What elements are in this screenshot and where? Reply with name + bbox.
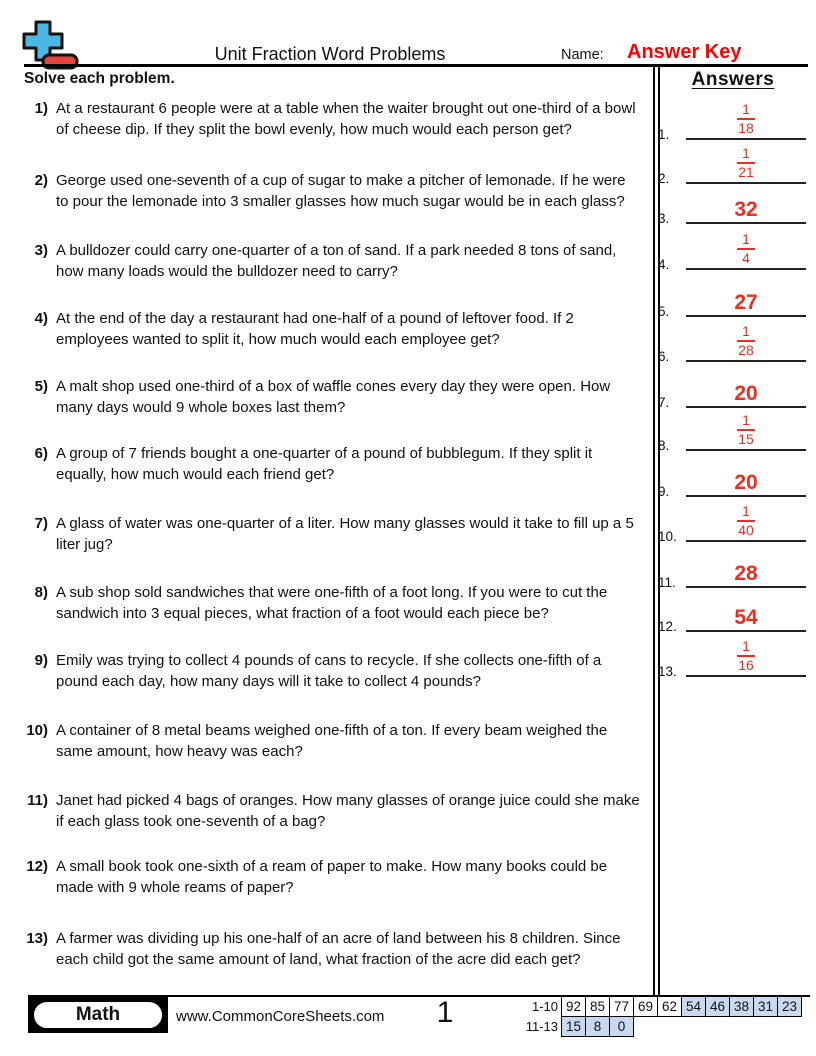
fraction-numerator: 1 — [737, 323, 755, 342]
instructions: Solve each problem. — [24, 70, 175, 87]
problem-number: 6) — [34, 445, 48, 462]
score-cell: 38 — [729, 996, 754, 1017]
fraction-denominator: 16 — [738, 657, 754, 673]
answer-number: 8. — [658, 438, 670, 453]
score-cell: 23 — [777, 996, 802, 1017]
name-label: Name: — [561, 47, 604, 63]
problem-number: 3) — [34, 242, 48, 259]
answer-key-text: Answer Key — [627, 41, 742, 63]
answer-value: 27 — [734, 291, 758, 314]
score-cell: 0 — [609, 1016, 634, 1037]
problem-text: A glass of water was one-quarter of a liter. How many glasses would it take to fill up a 5 liter jug? — [56, 515, 634, 553]
problem-item — [0, 513, 648, 555]
problem-text: At a restaurant 6 people were at a table when the waiter brought out one-third of a bowl of cheese dip. If they split the bowl evenly, how much would each person get? — [56, 100, 636, 138]
problem-number: 13) — [26, 930, 48, 947]
answer-number: 10. — [658, 529, 677, 544]
answer-number: 4. — [658, 257, 670, 272]
page-number: 1 — [436, 996, 454, 1029]
score-cell: 46 — [705, 996, 730, 1017]
problem-text: At the end of the day a restaurant had one-half of a pound of leftover food. If 2 employees wanted to split it, how much would each employee get? — [56, 310, 574, 348]
fraction-denominator: 15 — [738, 431, 754, 447]
problem-text: A bulldozer could carry one-quarter of a ton of sand. If a park needed 8 tons of sand, how many loads would the bulldozer need to carry? — [56, 242, 617, 280]
problem-number: 12) — [26, 858, 48, 875]
answer-number: 2. — [658, 171, 670, 186]
fraction-denominator: 28 — [738, 342, 754, 358]
score-cell: 31 — [753, 996, 778, 1017]
answer-number: 13. — [658, 664, 677, 679]
problem-item — [0, 240, 648, 282]
answer-number: 12. — [658, 619, 677, 634]
fraction-numerator: 1 — [737, 412, 755, 431]
answer-value: 28 — [734, 562, 758, 585]
problem-item — [0, 650, 648, 692]
score-row — [512, 1016, 634, 1037]
problem-item — [0, 790, 648, 832]
answer-number: 1. — [658, 127, 670, 142]
problem-number: 1) — [34, 100, 48, 117]
fraction-denominator: 18 — [738, 120, 754, 136]
problem-text: A sub shop sold sandwiches that were one-fifth of a foot long. If you were to cut the sandwich into 3 equal pieces, what fraction of a foot would each piece be? — [56, 584, 608, 622]
problem-text: A farmer was dividing up his one-half of an acre of land between his 8 children. Since each child got the same amount of land, what fraction of the acre did each get? — [56, 930, 621, 968]
score-row — [512, 996, 802, 1017]
problem-text: A malt shop used one-third of a box of waffle cones every day they were open. How many days would 9 whole boxes last them? — [56, 378, 611, 416]
problem-item — [0, 443, 648, 485]
fraction-numerator: 1 — [737, 638, 755, 657]
problem-number: 10) — [26, 722, 48, 739]
answers-header: Answers — [691, 69, 775, 90]
answer-number: 3. — [658, 211, 670, 226]
answer-number: 11. — [658, 575, 676, 590]
problem-item — [0, 720, 648, 762]
problem-text: Janet had picked 4 bags of oranges. How many glasses of orange juice could she make if each glass took one-seventh of a bag? — [56, 792, 640, 830]
answer-value: 20 — [734, 382, 758, 405]
problem-number: 5) — [34, 378, 48, 395]
problem-item — [0, 170, 648, 212]
fraction-denominator: 21 — [738, 164, 754, 180]
problem-text: A small book took one-sixth of a ream of paper to make. How many books could be made with 9 whole reams of paper? — [56, 858, 608, 896]
answer-number: 7. — [658, 395, 670, 410]
problem-item — [0, 376, 648, 418]
score-cell: 92 — [561, 996, 586, 1017]
score-cell: 69 — [633, 996, 658, 1017]
problem-number: 4) — [34, 310, 48, 327]
subject-badge — [28, 997, 168, 1033]
problem-text: George used one-seventh of a cup of sugar to make a pitcher of lemonade. If he were to pour the lemonade into 3 smaller glasses how much sugar would be in each glass? — [56, 172, 626, 210]
fraction-numerator: 1 — [737, 145, 755, 164]
problem-text: A group of 7 friends bought a one-quarter of a pound of bubblegum. If they split it equally, how much would each friend get? — [56, 445, 593, 483]
problem-text: Emily was trying to collect 4 pounds of cans to recycle. If she collects one-fifth of a pound each day, how many days will it take to collect 4 pounds? — [56, 652, 602, 690]
problem-item — [0, 308, 648, 350]
fraction-denominator: 4 — [742, 250, 750, 266]
problem-item — [0, 928, 648, 970]
problem-number: 7) — [34, 515, 48, 532]
problem-item — [0, 98, 648, 140]
subject-label: Math — [33, 1001, 163, 1029]
fraction-denominator: 40 — [738, 522, 754, 538]
answer-number: 6. — [658, 349, 670, 364]
answer-number: 9. — [658, 484, 670, 499]
answer-value: 20 — [734, 471, 758, 494]
score-range-label: 11-13 — [525, 1019, 558, 1034]
score-cell: 77 — [609, 996, 634, 1017]
fraction-numerator: 1 — [737, 101, 755, 120]
score-cell: 62 — [657, 996, 682, 1017]
answer-item — [658, 615, 806, 677]
problem-item — [0, 856, 648, 898]
problem-number: 2) — [34, 172, 48, 189]
header-divider — [24, 64, 808, 67]
answer-value: 54 — [734, 606, 758, 629]
answer-blank-line — [686, 675, 806, 677]
website-text: www.CommonCoreSheets.com — [176, 1008, 385, 1025]
problem-number: 8) — [34, 584, 48, 601]
score-cell: 54 — [681, 996, 706, 1017]
problem-number: 9) — [34, 652, 48, 669]
fraction-answer — [737, 638, 755, 674]
score-cell: 8 — [585, 1016, 610, 1037]
problem-number: 11) — [27, 792, 48, 809]
answer-value — [686, 638, 806, 675]
fraction-numerator: 1 — [737, 231, 755, 250]
score-cell: 85 — [585, 996, 610, 1017]
page-title: Unit Fraction Word Problems — [214, 44, 446, 64]
problem-text: A container of 8 metal beams weighed one-fifth of a ton. If every beam weighed the same amount, how heavy was each? — [56, 722, 608, 760]
score-range-label: 1-10 — [531, 999, 558, 1014]
score-cell: 15 — [561, 1016, 586, 1037]
answer-value: 32 — [734, 198, 758, 221]
problem-item — [0, 582, 648, 624]
answer-number: 5. — [658, 304, 670, 319]
fraction-numerator: 1 — [737, 503, 755, 522]
